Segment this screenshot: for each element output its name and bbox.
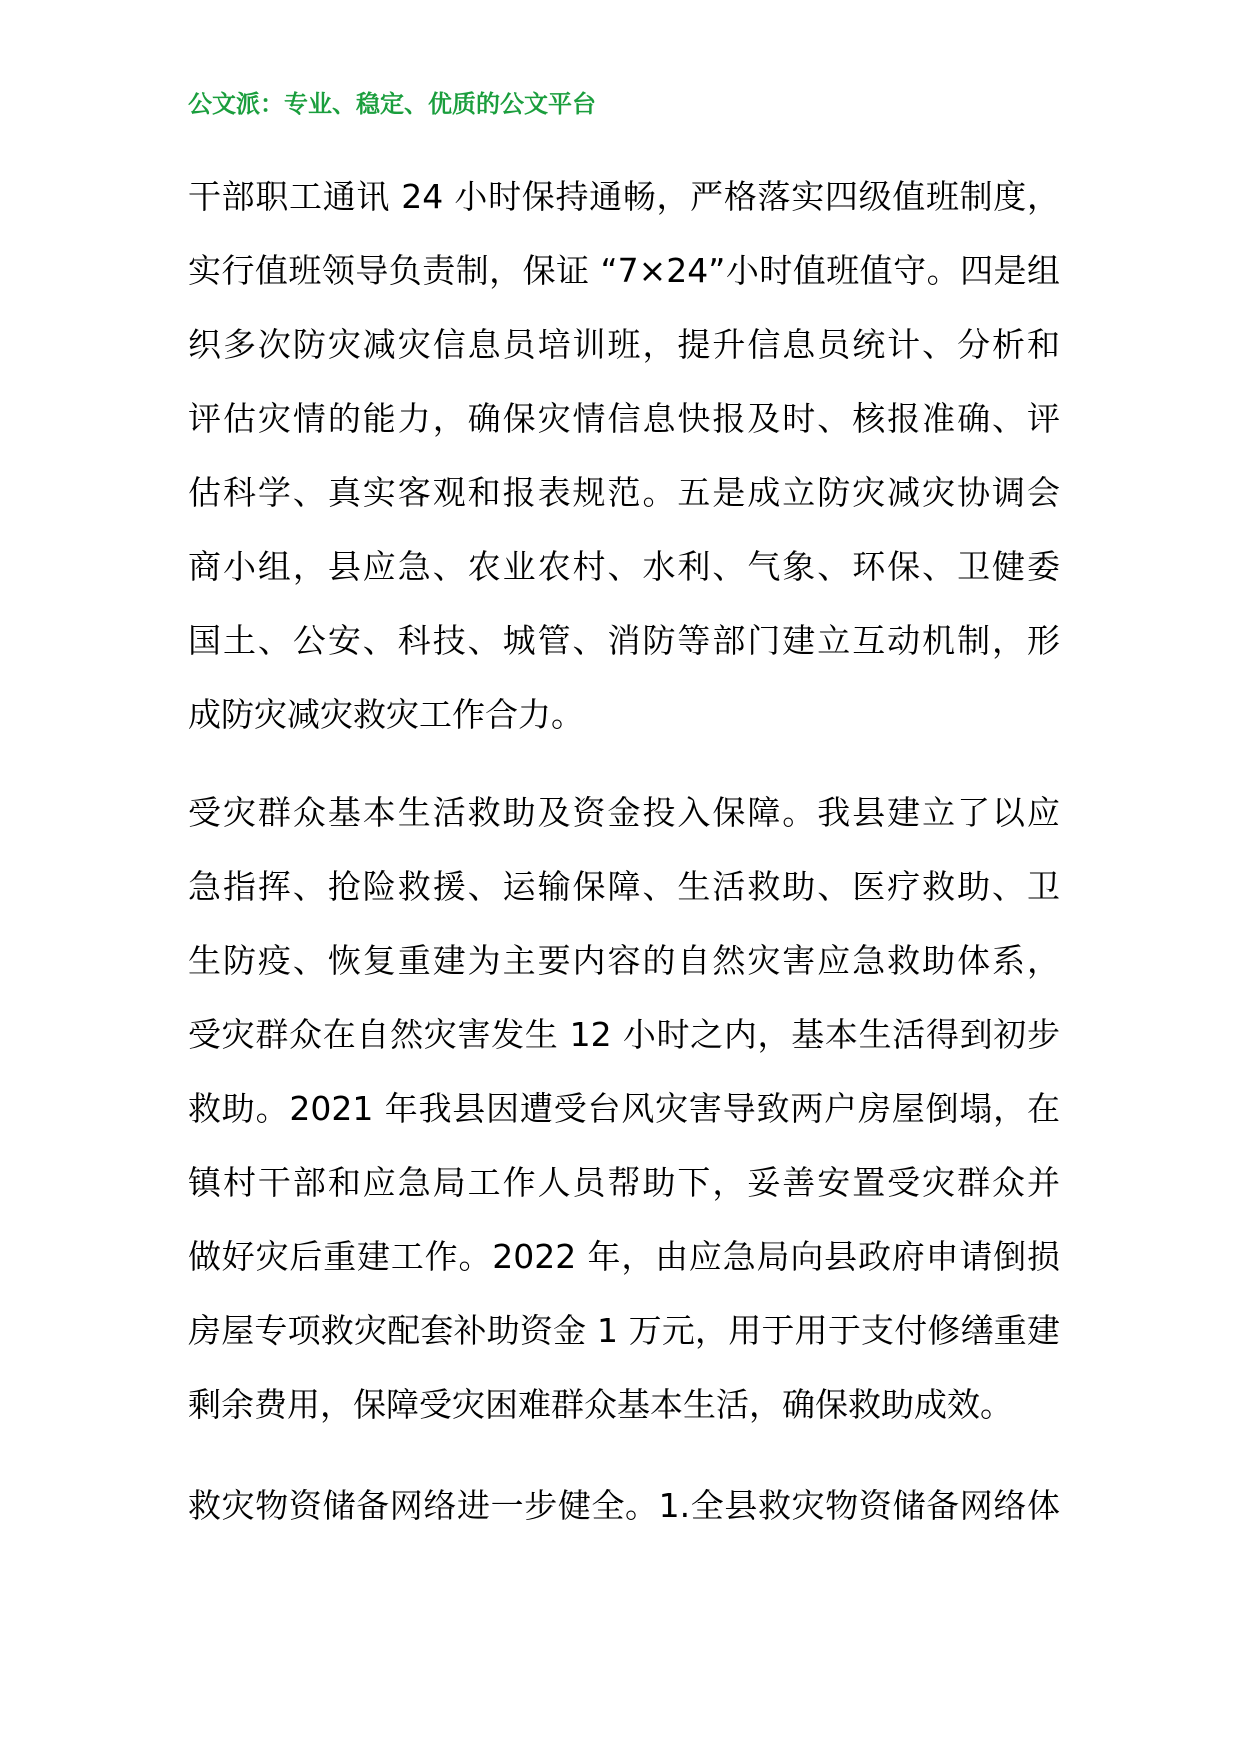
paragraph-line: 商小组，县应急、农业农村、水利、气象、环保、卫健委 (188, 547, 1060, 586)
paragraph-line: 急指挥、抢险救援、运输保障、生活救助、医疗救助、卫 (188, 867, 1060, 906)
paragraph-line: 生防疫、恢复重建为主要内容的自然灾害应急救助体系， (188, 941, 1060, 980)
paragraph-line: 受灾群众在自然灾害发生 12 小时之内，基本生活得到初步 (188, 1015, 1060, 1054)
paragraph-line: 估科学、真实客观和报表规范。五是成立防灾减灾协调会 (188, 473, 1060, 512)
paragraph-line: 剩余费用，保障受灾困难群众基本生活，确保救助成效。 (188, 1385, 1013, 1424)
paragraph-line: 受灾群众基本生活救助及资金投入保障。我县建立了以应 (188, 793, 1060, 832)
paragraph-line: 房屋专项救灾配套补助资金 1 万元，用于用于支付修缮重建 (188, 1311, 1060, 1350)
paragraph-line: 评估灾情的能力，确保灾情信息快报及时、核报准确、评 (188, 399, 1060, 438)
paragraph-line: 国土、公安、科技、城管、消防等部门建立互动机制，形 (188, 621, 1060, 660)
paragraph-line: 干部职工通讯 24 小时保持通畅，严格落实四级值班制度， (188, 177, 1060, 216)
paragraph-line: 实行值班领导负责制，保证 “7×24”小时值班值守。四是组 (188, 251, 1060, 290)
paragraph-2 (188, 776, 1060, 1442)
paragraph-line: 镇村干部和应急局工作人员帮助下，妥善安置受灾群众并 (188, 1163, 1060, 1202)
paragraph-3 (188, 1469, 1060, 1543)
paragraph-line: 做好灾后重建工作。2022 年，由应急局向县政府申请倒损 (188, 1237, 1060, 1276)
paragraph-line: 救助。2021 年我县因遭受台风灾害导致两户房屋倒塌，在 (188, 1089, 1060, 1128)
document-header: 公文派：专业、稳定、优质的公文平台 (188, 90, 596, 118)
paragraph-line: 织多次防灾减灾信息员培训班，提升信息员统计、分析和 (188, 325, 1060, 364)
paragraph-line: 救灾物资储备网络进一步健全。1.全县救灾物资储备网络体 (188, 1486, 1060, 1525)
paragraph-1 (188, 160, 1060, 752)
paragraph-line: 成防灾减灾救灾工作合力。 (188, 695, 584, 734)
